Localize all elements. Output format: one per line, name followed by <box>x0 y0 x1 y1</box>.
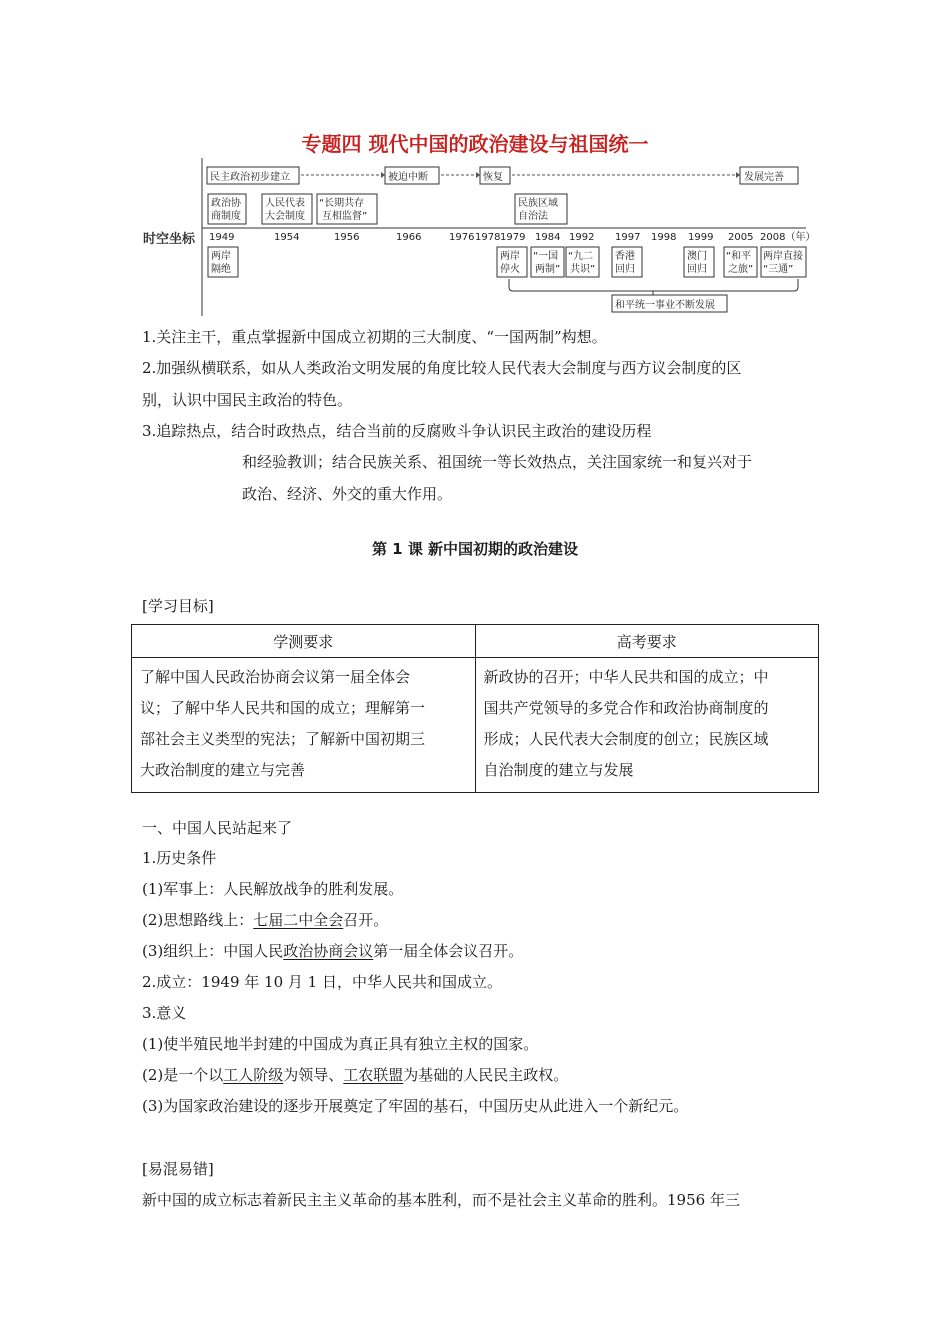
bracket-label: 和平统一事业不断发展 <box>615 300 715 311</box>
event-label: 两制” <box>535 264 561 275</box>
cell-line: 国共产党领导的多党合作和政治协商制度的 <box>483 699 769 717</box>
table-cell <box>132 658 476 793</box>
event-label: 政治协 <box>211 198 241 209</box>
event-label: 澳门 <box>687 251 707 262</box>
year-label: 1979 <box>500 232 526 243</box>
event-label: 停火 <box>500 264 520 275</box>
text-line: (2)是一个以工人阶级为领导、工农联盟为基础的人民民主政权。 <box>142 1066 569 1084</box>
table-header: 高考要求 <box>475 625 819 658</box>
event-label: “三通” <box>763 264 794 275</box>
year-label: 1949 <box>209 232 235 243</box>
text-line: 2.成立：1949 年 10 月 1 日，中华人民共和国成立。 <box>142 973 502 991</box>
year-label: 1984 <box>535 232 561 243</box>
key-term: 七届二中全会 <box>253 911 344 929</box>
year-label: 1992 <box>569 232 595 243</box>
timeline-diagram <box>0 0 950 330</box>
event-label: 两岸 <box>500 251 520 262</box>
stage-label: 被迫中断 <box>388 172 428 183</box>
year-label: 1954 <box>274 232 300 243</box>
event-label: 商制度 <box>211 211 241 222</box>
event-label: “九二 <box>568 251 594 262</box>
year-label: 1978 <box>475 232 501 243</box>
cell-line: 部社会主义类型的宪法；了解新中国初期三 <box>140 730 426 748</box>
year-label: 2005 <box>728 232 754 243</box>
axis-label: 时空坐标 <box>143 232 196 247</box>
goals-heading: [学习目标] <box>142 597 214 615</box>
intro-line: 1.关注主干，重点掌握新中国成立初期的三大制度、“一国两制”构想。 <box>142 328 607 346</box>
intro-line: 别，认识中国民主政治的特色。 <box>142 391 353 409</box>
cell-line: 自治制度的建立与发展 <box>483 761 634 779</box>
key-term: 政治协商会议 <box>283 942 374 960</box>
subsection-heading: 3.意义 <box>142 1004 187 1022</box>
year-label: 1956 <box>334 232 360 243</box>
year-label: 1998 <box>651 232 677 243</box>
key-term: 工农联盟 <box>343 1066 404 1084</box>
stage-label: 民主政治初步建立 <box>210 172 290 183</box>
confusion-heading: [易混易错] <box>142 1160 214 1178</box>
event-label: 两岸直接 <box>763 251 803 262</box>
event-label: 之旅” <box>728 264 754 275</box>
intro-line: 政治、经济、外交的重大作用。 <box>242 485 453 503</box>
text-line: (2)思想路线上：七届二中全会召开。 <box>142 911 389 929</box>
cell-line: 大政治制度的建立与完善 <box>140 761 306 779</box>
year-label: 2008（年） <box>760 232 816 243</box>
cell-line: 议；了解中华人民共和国的成立；理解第一 <box>140 699 426 717</box>
stage-label: 发展完善 <box>744 172 784 183</box>
event-label: 自治法 <box>518 211 548 222</box>
intro-line: 2.加强纵横联系，如从人类政治文明发展的角度比较人民代表大会制度与西方议会制度的区 <box>142 359 742 377</box>
event-label: 互相监督” <box>322 211 368 222</box>
event-label: 回归 <box>615 264 635 275</box>
goals-table <box>131 624 819 793</box>
cell-line: 形成；人民代表大会制度的创立；民族区域 <box>483 730 769 748</box>
subsection-heading: 1.历史条件 <box>142 849 217 867</box>
text-line: (1)使半殖民地半封建的中国成为真正具有独立主权的国家。 <box>142 1035 539 1053</box>
cell-line: 了解中国人民政治协商会议第一届全体会 <box>140 668 411 686</box>
year-label: 1976 <box>449 232 475 243</box>
text-line: (3)组织上：中国人民政治协商会议第一届全体会议召开。 <box>142 942 524 960</box>
year-label: 1999 <box>688 232 714 243</box>
year-label: 1997 <box>615 232 641 243</box>
intro-line: 和经验教训；结合民族关系、祖国统一等长效热点，关注国家统一和复兴对于 <box>242 453 753 471</box>
table-cell <box>475 658 819 793</box>
event-label: 人民代表 <box>265 198 305 209</box>
text-line: (1)军事上：人民解放战争的胜利发展。 <box>142 880 404 898</box>
section-heading: 一、中国人民站起来了 <box>142 819 293 837</box>
lesson-title: 第 1 课 新中国初期的政治建设 <box>371 540 579 558</box>
page-title: 专题四 现代中国的政治建设与祖国统一 <box>301 132 649 156</box>
event-label: 隔绝 <box>211 264 231 275</box>
intro-line: 3.追踪热点，结合时政热点，结合当前的反腐败斗争认识民主政治的建设历程 <box>142 422 652 440</box>
confusion-text: 新中国的成立标志着新民主主义革命的基本胜利，而不是社会主义革命的胜利。1956 年三 <box>142 1191 740 1209</box>
event-label: 香港 <box>615 251 635 262</box>
cell-line: 新政协的召开；中华人民共和国的成立；中 <box>483 668 769 686</box>
table-header: 学测要求 <box>132 625 476 658</box>
event-label: 回归 <box>687 264 707 275</box>
event-label: “一国 <box>533 251 559 262</box>
year-label: 1966 <box>396 232 422 243</box>
event-label: “和平 <box>726 251 752 262</box>
event-label: 两岸 <box>211 251 231 262</box>
stage-label: 恢复 <box>483 172 503 183</box>
event-label: 共识” <box>570 264 596 275</box>
event-label: 民族区域 <box>518 198 558 209</box>
event-label: 大会制度 <box>265 211 305 222</box>
event-label: “长期共存 <box>319 198 365 209</box>
text-line: (3)为国家政治建设的逐步开展奠定了牢固的基石，中国历史从此进入一个新纪元。 <box>142 1097 689 1115</box>
key-term: 工人阶级 <box>223 1066 284 1084</box>
